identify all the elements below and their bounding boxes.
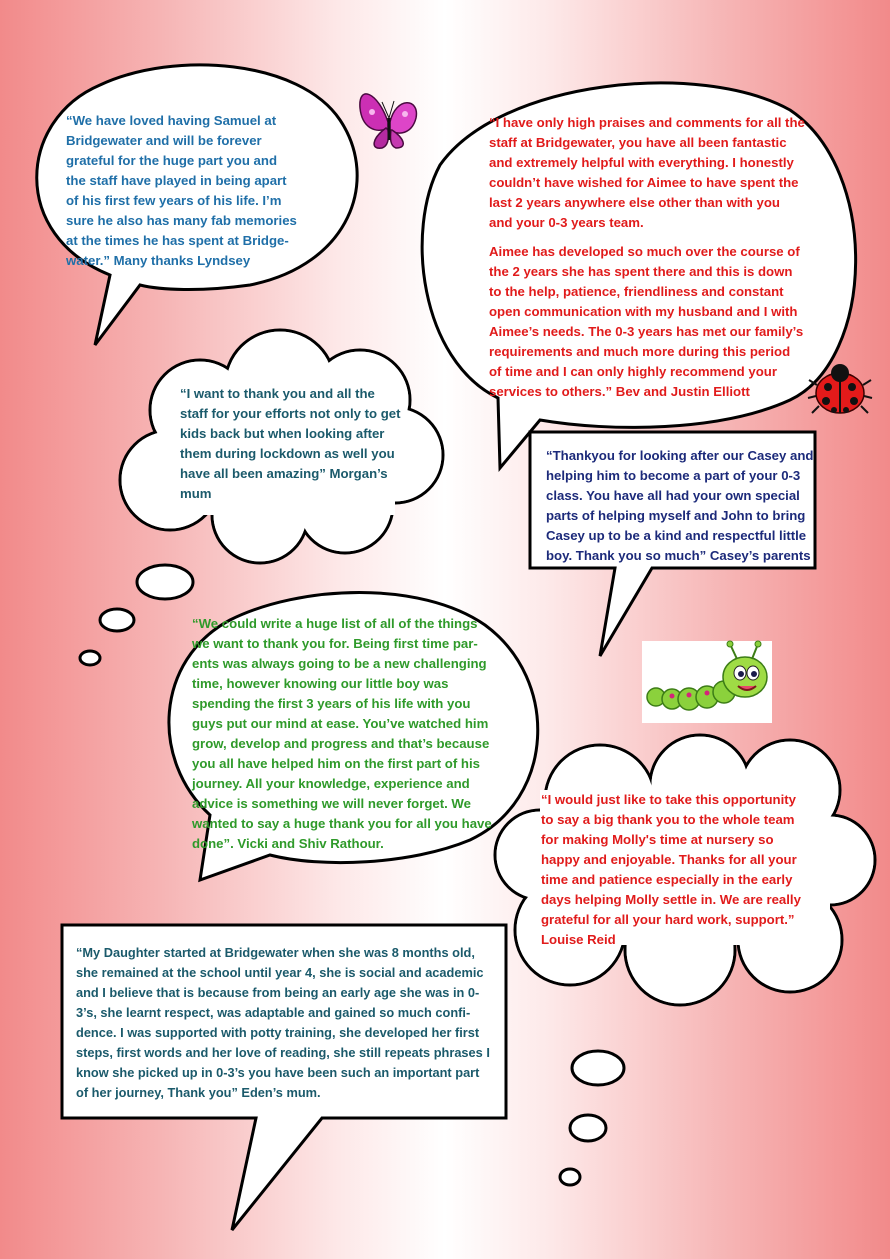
aimee-testimonial-paragraph-1: “I have only high praises and comments for all the staff at Bridgewater, you have all been fantastic and extremely helpful with everything. I honestly couldn’t have wished for Aimee to have spent the last 2 years anywhere else other than with you and your 0-3 years team. [489,115,805,230]
morgan-thought-trail [80,565,193,665]
butterfly-icon [360,94,417,148]
vicki-testimonial: “We could write a huge list of all of the things we want to thank you for. Being first time par- ents was always going to be a new challenging time, however knowing our little boy was spending the first 3 years of his life with you guys put our mind at ease. You’ve watched him grow, develop and progress and that’s because you all have helped him on the first part of his journey. All your knowledge, experience and advice is something we will never forget. We wanted to say a huge thank you for all you have done”. Vicki and Shiv Rathour. [192,616,492,851]
samuel-testimonial: “We have loved having Samuel at Bridgewater and will be forever grateful for the huge part you and the staff have played in being apart of his first few years of his life. I’m sure he also has many fab memories at the times he has spent at Bridge- water.” Many thanks Lyndsey [66,113,297,268]
eden-testimonial: “My Daughter started at Bridgewater when she was 8 months old, she remained at the school until year 4, she is social and academic and I believe that is because from being an early age she was in 0- 3’s, she learnt respect, was adaptable and gained so much confi- dence. I was supported with potty training, she developed her first steps, first words and her love of reading, she still repeats phrases I know she picked up in 0-3’s you have been such an important part of her journey, Thank you” Eden’s mum. [76,945,490,1100]
aimee-testimonial-paragraph-2: Aimee has developed so much over the course of the 2 years she has spent there and this is down to the help, patience, friendliness and constant open communication with my husband and I with Aimee’s needs. The 0-3 years has met our family’s requirements and much more during this period of time and I can only highly recommend your services to others.” Bev and Justin Elliott [489,244,804,399]
casey-testimonial: “Thankyou for looking after our Casey and helping him to become a part of your 0-3 class. You have all had your own special parts of helping myself and John to bring Casey up to be a kind and respectful little boy. Thank you so much” Casey’s parents [546,448,814,563]
morgan-testimonial: “I want to thank you and all the staff for your efforts not only to get kids back but when looking after them during lockdown as well you have all been amazing” Morgan’s mum [180,386,401,501]
molly-thought-trail [560,1051,624,1185]
molly-testimonial: “I would just like to take this opportunity to say a big thank you to the whole team for making Molly's time at nursery so happy and enjoyable. Thanks for all your time and patience especially in the early days helping Molly settle in. We are really grateful for all your hard work, support.” Louise Reid [541,792,801,947]
caterpillar-icon [642,641,772,723]
